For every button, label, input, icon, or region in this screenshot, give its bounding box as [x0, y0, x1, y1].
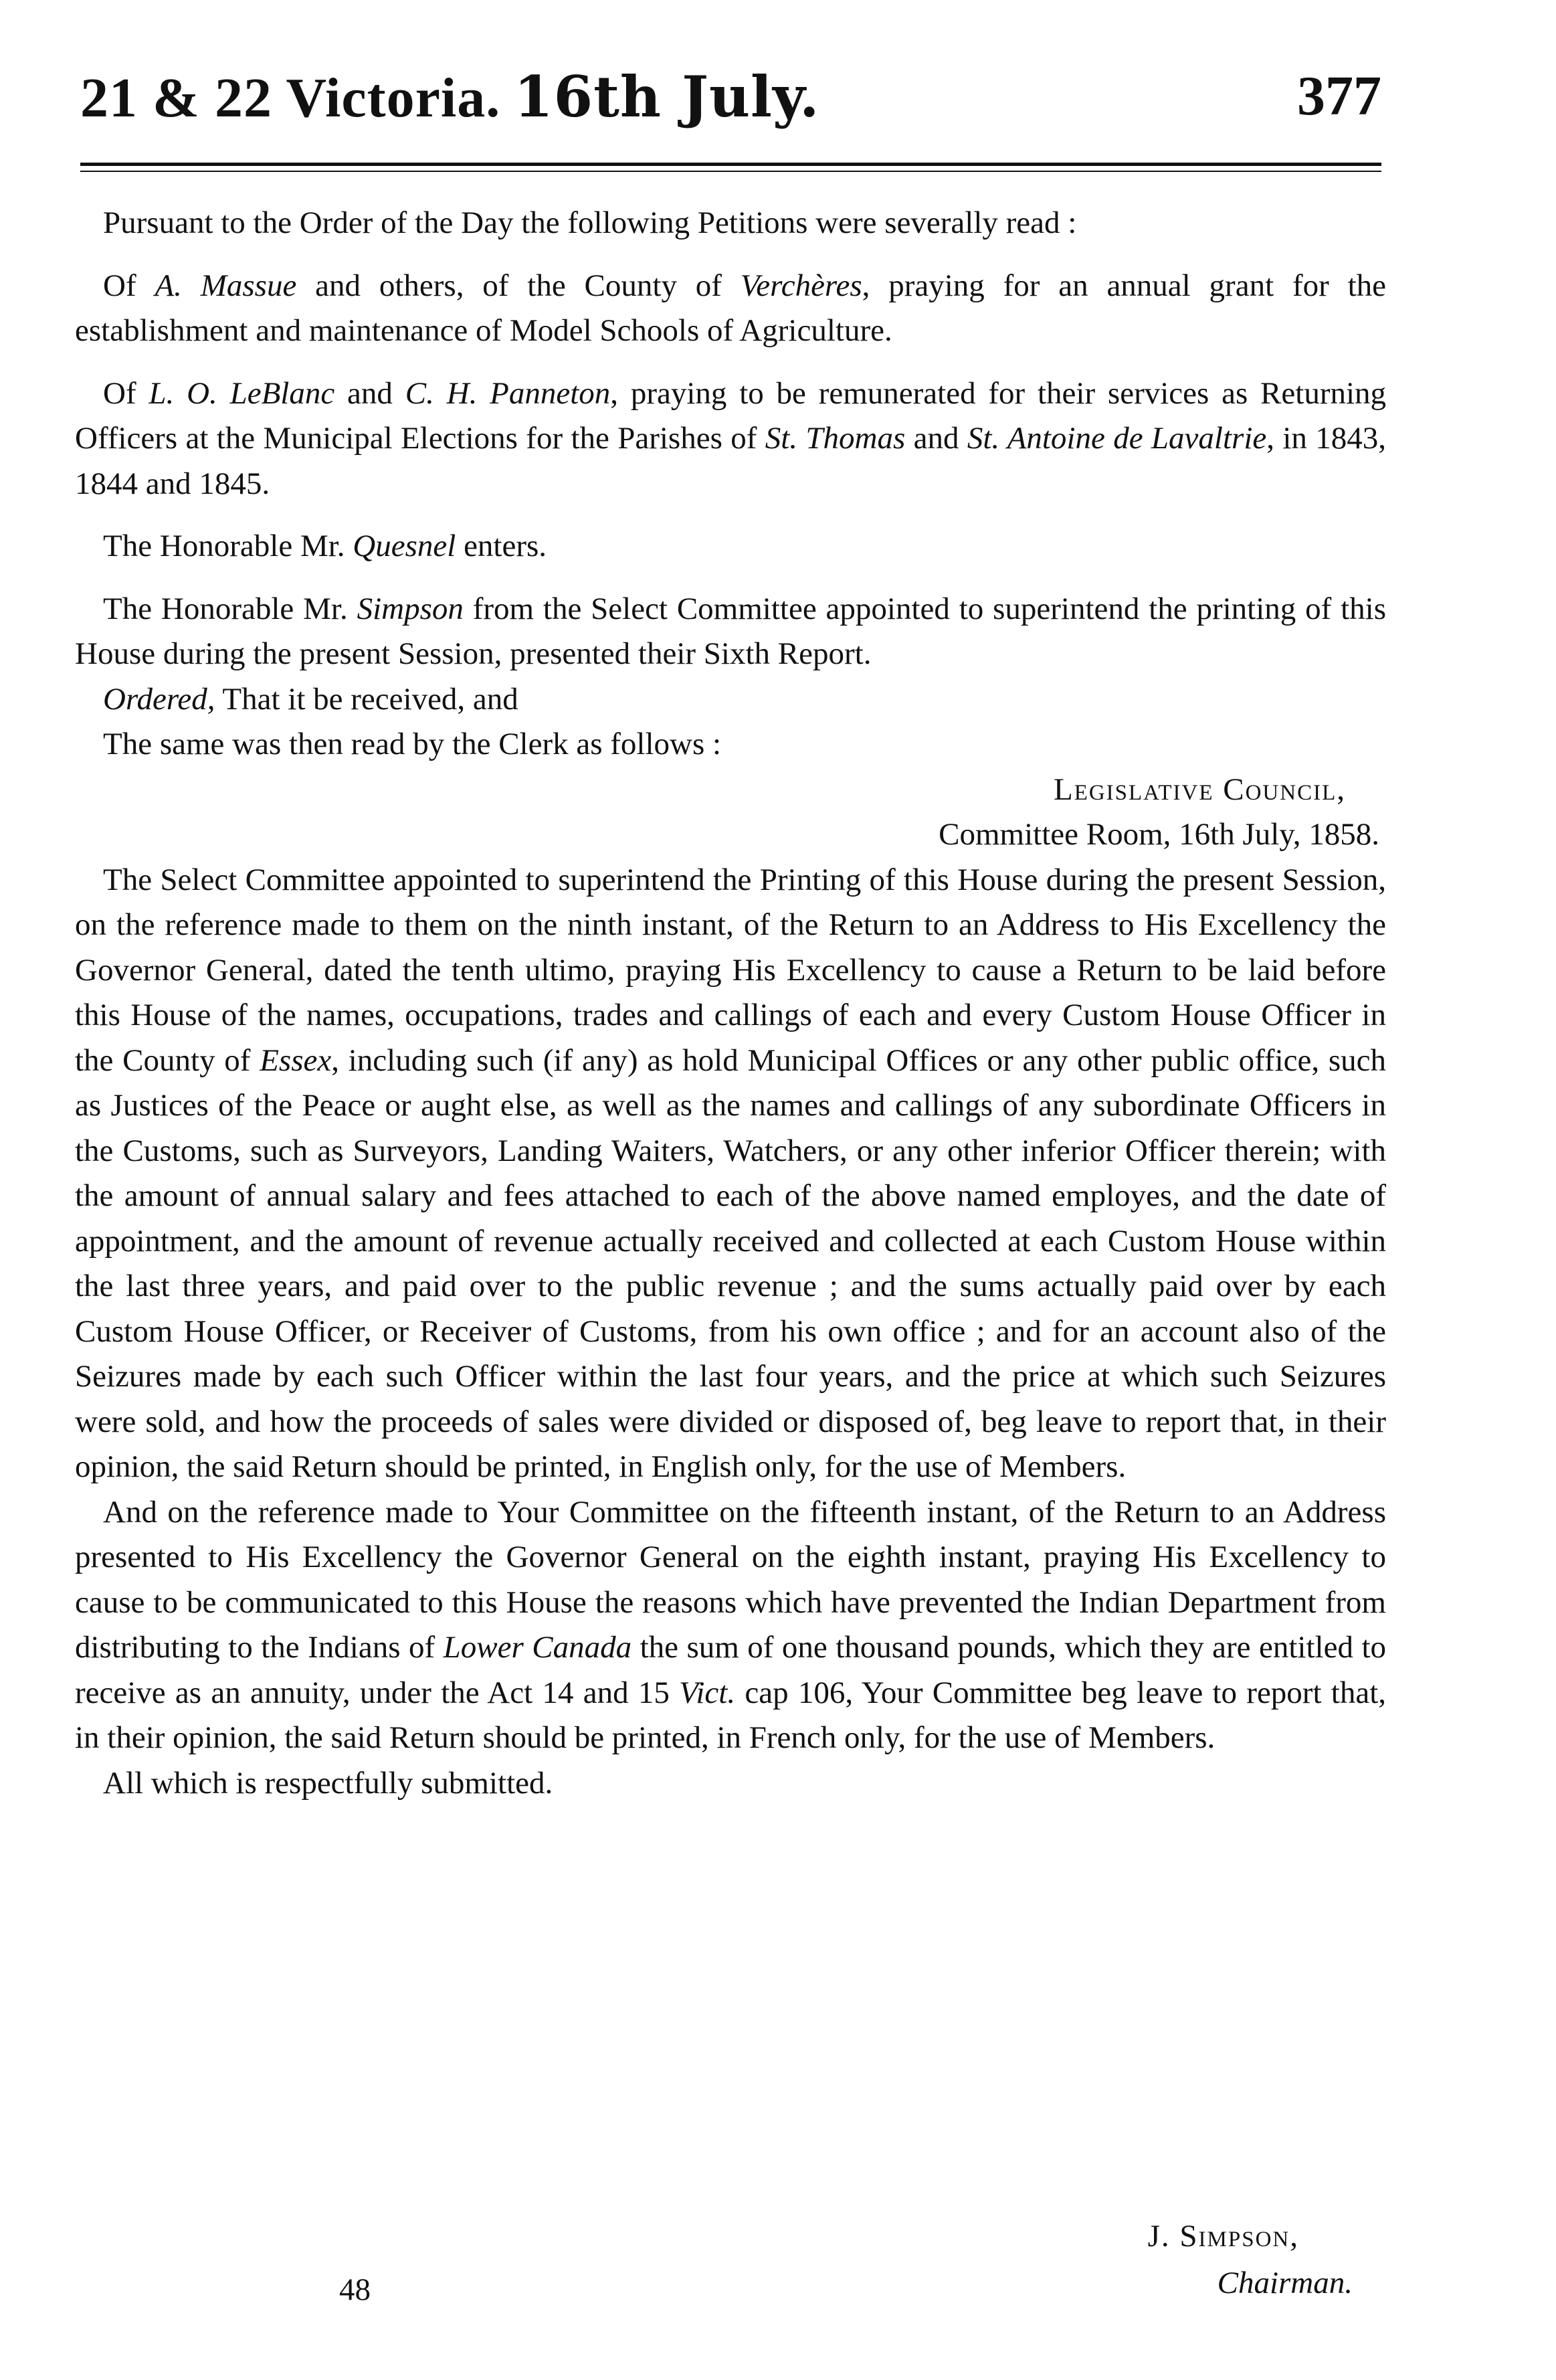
intro-paragraph: Pursuant to the Order of the Day the following Petitions were severally read :	[103, 205, 1077, 240]
committee-report-presented: The Honorable Mr. Simpson from the Select Committee appointed to superintend the printing of this House during the present Session, presented their Sixth Report.	[75, 591, 1387, 671]
petition-leblanc: Of L. O. LeBlanc and C. H. Panneton, praying to be remunerated for their services as Returning Officers at the Municipal Elections for the Parishes of St. Thomas and St. Antoine de Lavaltrie, in 1843, 1844 and 1845.	[75, 375, 1387, 501]
ordered-line: Ordered, That it be received, and	[103, 681, 518, 717]
title-date: 16th July.	[514, 64, 820, 130]
page-footer	[75, 2218, 1386, 2325]
header-rule-thin	[80, 171, 1381, 172]
signature-role: Chairman.	[1217, 2266, 1353, 2300]
page-body	[75, 201, 1386, 1806]
signature-name: J. Simpson,	[1147, 2219, 1299, 2254]
title-session: 21 & 22 Victoria.	[80, 67, 501, 129]
sheet-number: 48	[339, 2272, 371, 2307]
submitted-line: All which is respectfully submitted.	[103, 1765, 553, 1801]
running-title	[80, 64, 819, 130]
council-heading: Legislative Council,	[1053, 771, 1346, 807]
page-header	[80, 64, 1381, 137]
petition-massue: Of A. Massue and others, of the County of Verchères, praying for an annual grant for the establishment and maintenance of Model Schools of Agriculture.	[75, 268, 1387, 348]
report-paragraph-1: The Select Committee appointed to superintend the Printing of this House during the present Session, on the reference made to them on the ninth instant, of the Return to an Address to His Excellency the Governor General, dated the tenth ultimo, praying His Excellency to cause a Return to be laid before this House of the names, occupations, trades and callings of each and every Custom House Officer in the County of Essex, including such (if any) as hold Municipal Offices or any other public office, such as Justices of the Peace or aught else, as well as the names and callings of any subordinate Officers in the Customs, such as Surveyors, Landing Waiters, Watchers, or any other inferior Officer therein; with the amount of annual salary and fees attached to each of the above named employes, and the date of appointment, and the amount of revenue actually received and collected at each Custom House within the last three years, and paid over to the public revenue ; and the sums actually paid over by each Custom House Officer, or Receiver of Customs, from his own office ; and for an account also of the Seizures made by each such Officer within the last four years, and the price at which such Seizures were sold, and how the proceeds of sales were divided or disposed of, beg leave to report that, in their opinion, the said Return should be printed, in English only, for the use of Members.	[75, 862, 1386, 1484]
committee-room-line: Committee Room, 16th July, 1858.	[939, 817, 1379, 852]
report-paragraph-2: And on the reference made to Your Committee on the fifteenth instant, of the Return to an Address presented to His Excellency the Governor General on the eighth instant, praying His Excellency to cause to be communicated to this House the reasons which have prevented the Indian Department from distributing to the Indians of Lower Canada the sum of one thousand pounds, which they are entitled to receive as an annuity, under the Act 14 and 15 Vict. cap 106, Your Committee beg leave to report that, in their opinion, the said Return should be printed, in French only, for the use of Members.	[75, 1494, 1387, 1755]
page-number: 377	[1297, 65, 1381, 127]
header-rule-thick	[80, 163, 1381, 166]
quesnel-enters: The Honorable Mr. Quesnel enters.	[103, 529, 547, 563]
read-line: The same was then read by the Clerk as follows :	[103, 727, 722, 761]
